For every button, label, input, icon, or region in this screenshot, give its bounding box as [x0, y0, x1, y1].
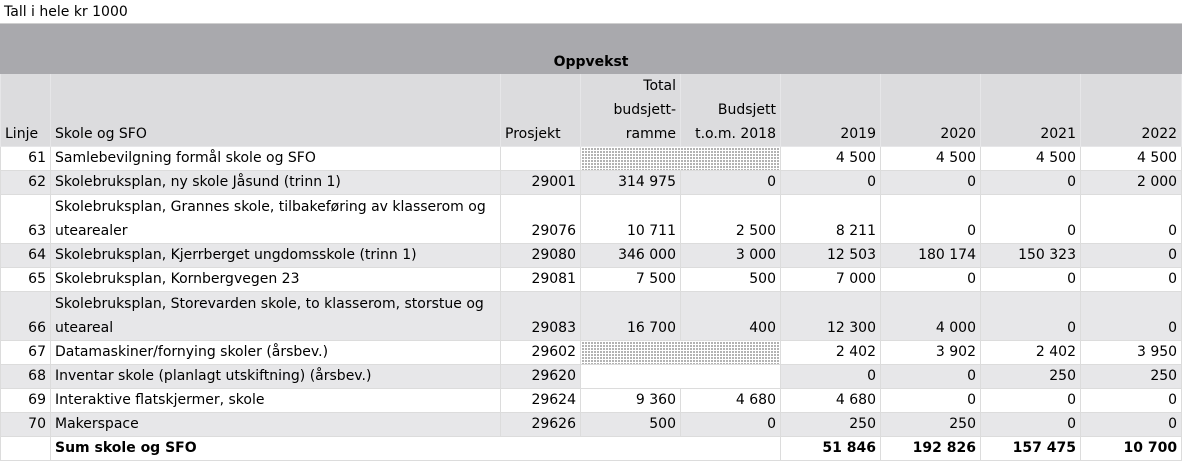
cell-prosjekt: 29602 [501, 341, 581, 365]
shaded-cell [581, 341, 781, 365]
cell-2022: 0 [1081, 413, 1182, 437]
cell-budsjett: 3 000 [681, 244, 781, 268]
cell-budsjett: 0 [681, 413, 781, 437]
cell-2019: 2 402 [781, 341, 881, 365]
cell-budsjett: 4 680 [681, 389, 781, 413]
cell-2019: 7 000 [781, 268, 881, 292]
cell-linje: 67 [1, 341, 51, 365]
cell-2021: 250 [981, 365, 1081, 389]
sum-2019: 51 846 [781, 437, 881, 461]
cell-2022: 3 950 [1081, 341, 1182, 365]
cell-2019: 8 211 [781, 195, 881, 244]
cell-total: 500 [581, 413, 681, 437]
shaded-cell [581, 365, 781, 389]
cell-budsjett: 400 [681, 292, 781, 341]
cell-linje: 65 [1, 268, 51, 292]
cell-2021: 0 [981, 171, 1081, 195]
cell-total: 10 711 [581, 195, 681, 244]
cell-2020: 0 [881, 195, 981, 244]
cell-name: Skolebruksplan, Kjerrberget ungdomsskole (trinn 1) [51, 244, 501, 268]
col-header-total: Total budsjett-ramme [581, 74, 681, 147]
cell-2019: 0 [781, 365, 881, 389]
cell-name: Datamaskiner/fornying skoler (årsbev.) [51, 341, 501, 365]
cell-2020: 180 174 [881, 244, 981, 268]
col-header-budsjett: Budsjett t.o.m. 2018 [681, 74, 781, 147]
cell-prosjekt: 29083 [501, 292, 581, 341]
sum-row [1, 437, 1182, 461]
cell-2021: 0 [981, 389, 1081, 413]
cell-2019: 12 503 [781, 244, 881, 268]
cell-prosjekt: 29626 [501, 413, 581, 437]
section-title: Oppvekst [1, 25, 1182, 74]
cell-2019: 12 300 [781, 292, 881, 341]
header-row [1, 74, 1182, 147]
cell-linje: 61 [1, 147, 51, 171]
cell-2021: 150 323 [981, 244, 1081, 268]
cell-prosjekt: 29080 [501, 244, 581, 268]
cell-linje: 66 [1, 292, 51, 341]
cell-prosjekt: 29076 [501, 195, 581, 244]
cell-budsjett: 0 [681, 171, 781, 195]
cell-linje: 70 [1, 413, 51, 437]
table-row [1, 268, 1182, 292]
cell-2020: 0 [881, 365, 981, 389]
cell-2019: 250 [781, 413, 881, 437]
cell-2020: 0 [881, 171, 981, 195]
cell-total: 9 360 [581, 389, 681, 413]
sum-label: Sum skole og SFO [51, 437, 781, 461]
cell-total: 7 500 [581, 268, 681, 292]
cell-prosjekt: 29001 [501, 171, 581, 195]
sum-2021: 157 475 [981, 437, 1081, 461]
cell-empty [1, 437, 51, 461]
cell-name: Skolebruksplan, Grannes skole, tilbakeføring av klasserom og utearealer [51, 195, 501, 244]
col-header-2019: 2019 [781, 74, 881, 147]
cell-prosjekt [501, 147, 581, 171]
cell-2022: 0 [1081, 195, 1182, 244]
cell-2022: 250 [1081, 365, 1182, 389]
cell-name: Makerspace [51, 413, 501, 437]
table-caption: Tall i hele kr 1000 [0, 0, 1182, 24]
cell-total: 314 975 [581, 171, 681, 195]
cell-2022: 2 000 [1081, 171, 1182, 195]
cell-2019: 4 680 [781, 389, 881, 413]
cell-2022: 4 500 [1081, 147, 1182, 171]
col-header-linje: Linje [1, 74, 51, 147]
col-header-prosjekt: Prosjekt [501, 74, 581, 147]
cell-total: 16 700 [581, 292, 681, 341]
table-row [1, 365, 1182, 389]
cell-name: Skolebruksplan, Storevarden skole, to klasserom, storstue og uteareal [51, 292, 501, 341]
col-header-skole: Skole og SFO [51, 74, 501, 147]
cell-2020: 0 [881, 389, 981, 413]
cell-2021: 0 [981, 268, 1081, 292]
sum-2020: 192 826 [881, 437, 981, 461]
cell-2022: 0 [1081, 268, 1182, 292]
cell-2020: 250 [881, 413, 981, 437]
cell-name: Inventar skole (planlagt utskiftning) (årsbev.) [51, 365, 501, 389]
table-row [1, 195, 1182, 244]
cell-2022: 0 [1081, 292, 1182, 341]
cell-2021: 0 [981, 195, 1081, 244]
cell-2022: 0 [1081, 244, 1182, 268]
cell-prosjekt: 29620 [501, 365, 581, 389]
cell-2021: 0 [981, 292, 1081, 341]
cell-linje: 68 [1, 365, 51, 389]
cell-budsjett: 2 500 [681, 195, 781, 244]
table-row [1, 341, 1182, 365]
cell-name: Samlebevilgning formål skole og SFO [51, 147, 501, 171]
cell-2021: 4 500 [981, 147, 1081, 171]
table-row [1, 171, 1182, 195]
cell-linje: 62 [1, 171, 51, 195]
cell-2019: 4 500 [781, 147, 881, 171]
cell-linje: 69 [1, 389, 51, 413]
cell-2020: 4 000 [881, 292, 981, 341]
table-row [1, 147, 1182, 171]
cell-linje: 64 [1, 244, 51, 268]
budget-table [0, 24, 1182, 461]
col-header-2020: 2020 [881, 74, 981, 147]
cell-2022: 0 [1081, 389, 1182, 413]
shaded-cell [581, 147, 781, 171]
cell-2020: 0 [881, 268, 981, 292]
table-row [1, 244, 1182, 268]
cell-2019: 0 [781, 171, 881, 195]
col-header-2021: 2021 [981, 74, 1081, 147]
cell-name: Skolebruksplan, Kornbergvegen 23 [51, 268, 501, 292]
cell-name: Skolebruksplan, ny skole Jåsund (trinn 1) [51, 171, 501, 195]
table-row [1, 389, 1182, 413]
cell-budsjett: 500 [681, 268, 781, 292]
sum-2022: 10 700 [1081, 437, 1182, 461]
cell-2021: 0 [981, 413, 1081, 437]
cell-name: Interaktive flatskjermer, skole [51, 389, 501, 413]
cell-prosjekt: 29624 [501, 389, 581, 413]
cell-prosjekt: 29081 [501, 268, 581, 292]
col-header-2022: 2022 [1081, 74, 1182, 147]
cell-2021: 2 402 [981, 341, 1081, 365]
table-row [1, 292, 1182, 341]
cell-total: 346 000 [581, 244, 681, 268]
table-row [1, 413, 1182, 437]
cell-2020: 3 902 [881, 341, 981, 365]
cell-2020: 4 500 [881, 147, 981, 171]
cell-linje: 63 [1, 195, 51, 244]
